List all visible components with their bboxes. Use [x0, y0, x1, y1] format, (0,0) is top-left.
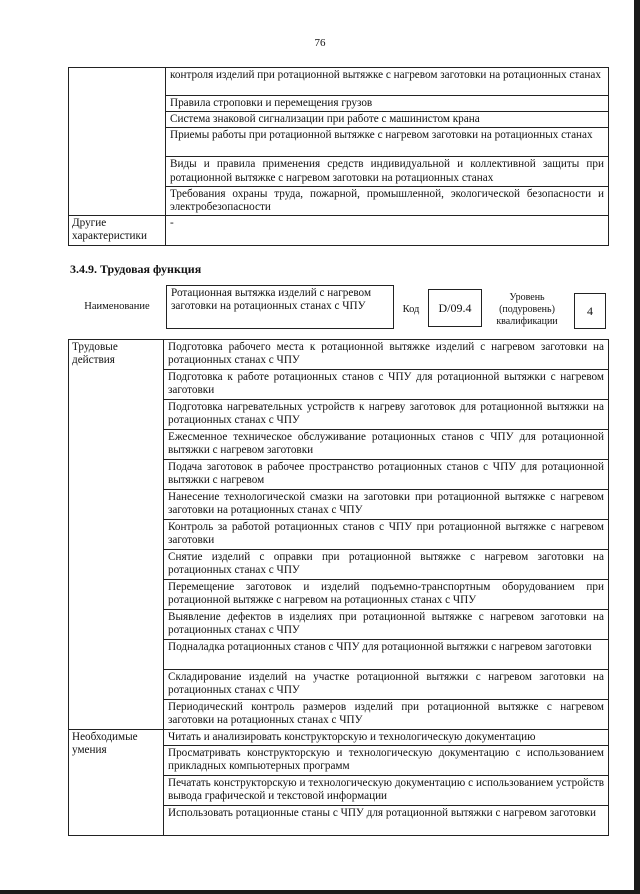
actions-label: Трудовые действия — [69, 340, 164, 730]
knowledge-item: Приемы работы при ротационной вытяжке с нагревом заготовки на ротационных станах — [166, 128, 609, 157]
action-item: Выявление дефектов в изделиях при ротационной вытяжке с нагревом заготовки на ротационных станах с ЧПУ — [164, 610, 609, 640]
action-item: Ежесменное техническое обслуживание ротационных станов с ЧПУ для ротационной вытяжки с нагревом заготовки — [164, 430, 609, 460]
scan-edge-bottom — [0, 890, 640, 894]
action-item: Подналадка ротационных станов с ЧПУ для ротационной вытяжки с нагревом заготовки — [164, 640, 609, 670]
level-label: Уровень (подуровень) квалификации — [496, 292, 558, 327]
table-row — [69, 340, 609, 370]
action-item: Нанесение технологической смазки на заготовки при ротационной вытяжке с нагревом заготовки на ротационных станах с ЧПУ — [164, 490, 609, 520]
other-characteristics-value: - — [166, 216, 609, 246]
scan-edge-right — [634, 0, 640, 894]
action-item: Периодический контроль размеров изделий при ротационной вытяжке с нагревом заготовки на ротационных станах с ЧПУ — [164, 700, 609, 730]
skill-item: Читать и анализировать конструкторскую и технологическую документацию — [164, 730, 609, 746]
action-item: Перемещение заготовок и изделий подъемно-транспортным оборудованием при ротационной вытяжке с нагревом на ротационных станах с ЧПУ — [164, 580, 609, 610]
code-label: Код — [402, 304, 420, 315]
knowledge-item: Правила строповки и перемещения грузов — [166, 96, 609, 112]
level-value-box — [574, 293, 606, 329]
labor-function-table — [68, 339, 609, 836]
skill-item: Использовать ротационные станы с ЧПУ для ротационной вытяжки с нагревом заготовки — [164, 806, 609, 836]
skill-item: Печатать конструкторскую и технологическую документацию с использованием устройств вывода графической и текстовой информации — [164, 776, 609, 806]
other-characteristics-label: Другие характеристики — [69, 216, 166, 246]
table-row — [69, 730, 609, 746]
skill-item: Просматривать конструкторскую и технологическую документацию с использованием прикладных компьютерных программ — [164, 746, 609, 776]
function-name: Ротационная вытяжка изделий с нагревом заготовки на ротационных станах с ЧПУ — [171, 287, 372, 313]
function-code: D/09.4 — [438, 301, 472, 315]
knowledge-item: Виды и правила применения средств индивидуальной и коллективной защиты при ротационной вытяжке с нагревом заготовки на ротационных станах — [166, 157, 609, 186]
knowledge-table — [68, 67, 609, 246]
action-item: Складирование изделий на участке ротационной вытяжки с нагревом заготовки на ротационных станах с ЧПУ — [164, 670, 609, 700]
name-label: Наименование — [84, 301, 150, 312]
skills-label: Необходимые умения — [69, 730, 164, 836]
action-item: Снятие изделий с оправки при ротационной вытяжке с нагревом заготовки на ротационных станах с ЧПУ — [164, 550, 609, 580]
page-number: 76 — [314, 37, 326, 49]
knowledge-label-cell — [69, 68, 166, 216]
action-item: Подготовка рабочего места к ротационной вытяжке изделий с нагревом заготовки на ротационных станах с ЧПУ — [164, 340, 609, 370]
table-row — [69, 216, 609, 246]
name-value-box — [166, 285, 394, 329]
action-item: Подготовка нагревательных устройств к нагреву заготовок для ротационной вытяжки на ротационных станах с ЧПУ — [164, 400, 609, 430]
action-item: Контроль за работой ротационных станов с ЧПУ при ротационной вытяжке с нагревом заготовки — [164, 520, 609, 550]
action-item: Подача заготовок в рабочее пространство ротационных станов с ЧПУ для ротационной вытяжки с нагревом — [164, 460, 609, 490]
section-title: 3.4.9. Трудовая функция — [70, 262, 202, 276]
action-item: Подготовка к работе ротационных станов с ЧПУ для ротационной вытяжки с нагревом заготовки — [164, 370, 609, 400]
knowledge-item: контроля изделий при ротационной вытяжке с нагревом заготовки на ротационных станах — [166, 68, 609, 96]
knowledge-item: Требования охраны труда, пожарной, промышленной, экологической безопасности и электробезопасности — [166, 186, 609, 215]
code-value-box — [428, 289, 482, 327]
qualification-level: 4 — [587, 304, 593, 318]
knowledge-item: Система знаковой сигнализации при работе с машинистом крана — [166, 112, 609, 128]
table-row — [69, 68, 609, 96]
